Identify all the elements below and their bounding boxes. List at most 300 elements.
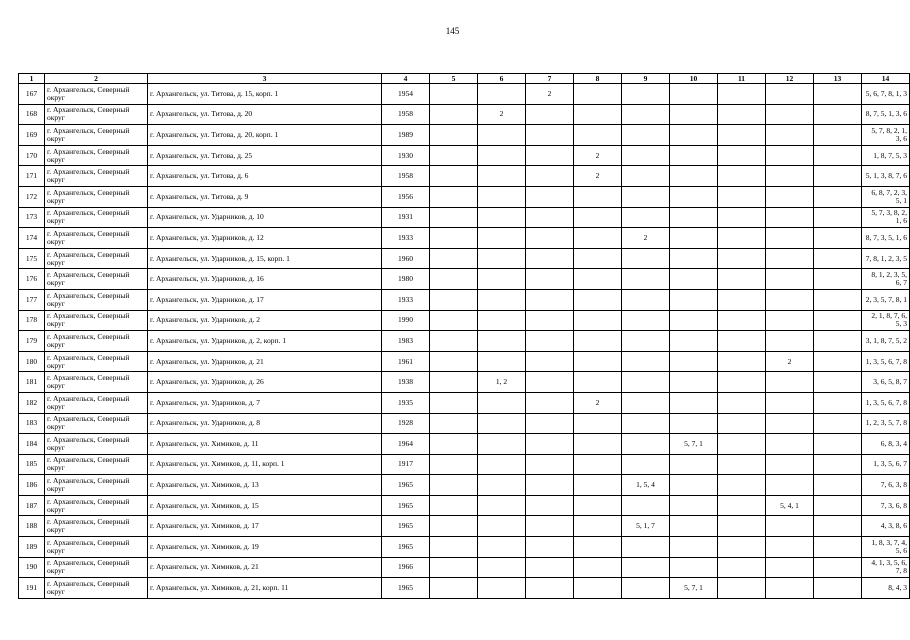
district-cell: г. Архангельск, Северный округ	[45, 186, 148, 207]
col12-cell	[766, 248, 814, 269]
col7-cell	[526, 269, 574, 290]
col5-cell	[430, 454, 478, 475]
year-cell: 1965	[382, 537, 430, 558]
address-cell: г. Архангельск, ул. Титова, д. 9	[148, 186, 382, 207]
row-number: 167	[19, 84, 45, 105]
column-header: 13	[814, 74, 862, 84]
year-cell: 1990	[382, 310, 430, 331]
col6-cell	[478, 207, 526, 228]
address-cell: г. Архангельск, ул. Ударников, д. 8	[148, 413, 382, 434]
col14-cell: 4, 1, 3, 5, 6, 7, 8	[862, 557, 910, 578]
col7-cell	[526, 104, 574, 125]
col5-cell	[430, 392, 478, 413]
col7-cell	[526, 207, 574, 228]
col9-cell	[622, 331, 670, 352]
table-row	[19, 475, 910, 496]
year-cell: 1935	[382, 392, 430, 413]
row-number: 185	[19, 454, 45, 475]
district-cell: г. Архангельск, Северный округ	[45, 578, 148, 599]
col10-cell	[670, 228, 718, 249]
col14-cell: 1, 3, 5, 6, 7	[862, 454, 910, 475]
col9-cell: 1, 5, 4	[622, 475, 670, 496]
col11-cell	[718, 537, 766, 558]
table-row	[19, 207, 910, 228]
year-cell: 1983	[382, 331, 430, 352]
col13-cell	[814, 84, 862, 105]
column-header: 12	[766, 74, 814, 84]
col5-cell	[430, 310, 478, 331]
col10-cell	[670, 392, 718, 413]
table-row	[19, 454, 910, 475]
col12-cell	[766, 392, 814, 413]
col7-cell	[526, 475, 574, 496]
col11-cell	[718, 84, 766, 105]
row-number: 178	[19, 310, 45, 331]
col12-cell	[766, 228, 814, 249]
address-cell: г. Архангельск, ул. Титова, д. 20	[148, 104, 382, 125]
row-number: 174	[19, 228, 45, 249]
col12-cell	[766, 578, 814, 599]
year-cell: 1933	[382, 289, 430, 310]
row-number: 169	[19, 125, 45, 146]
col12-cell	[766, 207, 814, 228]
col6-cell	[478, 331, 526, 352]
district-cell: г. Архангельск, Северный округ	[45, 248, 148, 269]
col10-cell	[670, 537, 718, 558]
col8-cell	[574, 186, 622, 207]
table-row	[19, 145, 910, 166]
address-cell: г. Архангельск, ул. Ударников, д. 2, корп. 1	[148, 331, 382, 352]
column-header: 5	[430, 74, 478, 84]
col11-cell	[718, 578, 766, 599]
col14-cell: 5, 7, 8, 2, 1, 3, 6	[862, 125, 910, 146]
col14-cell: 4, 3, 8, 6	[862, 516, 910, 537]
district-cell: г. Архангельск, Северный округ	[45, 392, 148, 413]
col5-cell	[430, 413, 478, 434]
col8-cell	[574, 248, 622, 269]
col11-cell	[718, 516, 766, 537]
row-number: 170	[19, 145, 45, 166]
col8-cell	[574, 372, 622, 393]
col10-cell: 5, 7, 1	[670, 434, 718, 455]
address-cell: г. Архангельск, ул. Химиков, д. 17	[148, 516, 382, 537]
col6-cell	[478, 351, 526, 372]
table-row	[19, 578, 910, 599]
col8-cell	[574, 331, 622, 352]
table-row	[19, 228, 910, 249]
table-row	[19, 166, 910, 187]
year-cell: 1965	[382, 495, 430, 516]
col12-cell	[766, 145, 814, 166]
table-row	[19, 557, 910, 578]
year-cell: 1930	[382, 145, 430, 166]
col5-cell	[430, 557, 478, 578]
col14-cell: 3, 1, 8, 7, 5, 2	[862, 331, 910, 352]
col9-cell: 5, 1, 7	[622, 516, 670, 537]
col13-cell	[814, 331, 862, 352]
address-cell: г. Архангельск, ул. Ударников, д. 26	[148, 372, 382, 393]
col13-cell	[814, 578, 862, 599]
col13-cell	[814, 495, 862, 516]
col12-cell	[766, 310, 814, 331]
year-cell: 1980	[382, 269, 430, 290]
col14-cell: 6, 8, 7, 2, 3, 5, 1	[862, 186, 910, 207]
district-cell: г. Архангельск, Северный округ	[45, 84, 148, 105]
district-cell: г. Архангельск, Северный округ	[45, 166, 148, 187]
col8-cell	[574, 413, 622, 434]
col6-cell	[478, 392, 526, 413]
col14-cell: 2, 3, 5, 7, 8, 1	[862, 289, 910, 310]
col12-cell	[766, 84, 814, 105]
col6-cell	[478, 269, 526, 290]
year-cell: 1965	[382, 475, 430, 496]
col11-cell	[718, 186, 766, 207]
address-cell: г. Архангельск, ул. Титова, д. 15, корп. 1	[148, 84, 382, 105]
col10-cell	[670, 104, 718, 125]
col12-cell	[766, 516, 814, 537]
col7-cell	[526, 557, 574, 578]
col13-cell	[814, 125, 862, 146]
district-cell: г. Архангельск, Северный округ	[45, 372, 148, 393]
col7-cell	[526, 537, 574, 558]
column-header: 1	[19, 74, 45, 84]
table-row	[19, 125, 910, 146]
col12-cell	[766, 331, 814, 352]
col7-cell	[526, 145, 574, 166]
col6-cell	[478, 475, 526, 496]
col5-cell	[430, 495, 478, 516]
col8-cell	[574, 495, 622, 516]
col11-cell	[718, 413, 766, 434]
address-cell: г. Архангельск, ул. Химиков, д. 21, корп. 11	[148, 578, 382, 599]
col6-cell: 2	[478, 104, 526, 125]
col7-cell	[526, 310, 574, 331]
col12-cell	[766, 269, 814, 290]
column-header: 2	[45, 74, 148, 84]
col14-cell: 5, 1, 3, 8, 7, 6	[862, 166, 910, 187]
col7-cell	[526, 248, 574, 269]
col11-cell	[718, 269, 766, 290]
col14-cell: 8, 1, 2, 3, 5, 6, 7	[862, 269, 910, 290]
year-cell: 1961	[382, 351, 430, 372]
col13-cell	[814, 289, 862, 310]
col8-cell	[574, 454, 622, 475]
col13-cell	[814, 310, 862, 331]
col7-cell	[526, 166, 574, 187]
col12-cell	[766, 557, 814, 578]
table-row	[19, 104, 910, 125]
col7-cell	[526, 125, 574, 146]
column-header: 3	[148, 74, 382, 84]
table-row	[19, 516, 910, 537]
address-cell: г. Архангельск, ул. Химиков, д. 11	[148, 434, 382, 455]
district-cell: г. Архангельск, Северный округ	[45, 454, 148, 475]
col13-cell	[814, 186, 862, 207]
col6-cell	[478, 228, 526, 249]
col14-cell: 1, 8, 7, 5, 3	[862, 145, 910, 166]
col7-cell	[526, 413, 574, 434]
table-row	[19, 331, 910, 352]
address-cell: г. Архангельск, ул. Химиков, д. 11, корп. 1	[148, 454, 382, 475]
row-number: 171	[19, 166, 45, 187]
col12-cell	[766, 372, 814, 393]
col8-cell: 2	[574, 145, 622, 166]
col14-cell: 8, 4, 3	[862, 578, 910, 599]
col6-cell	[478, 454, 526, 475]
address-cell: г. Архангельск, ул. Титова, д. 25	[148, 145, 382, 166]
col6-cell	[478, 125, 526, 146]
row-number: 182	[19, 392, 45, 413]
col10-cell	[670, 372, 718, 393]
col9-cell	[622, 413, 670, 434]
col13-cell	[814, 104, 862, 125]
col11-cell	[718, 310, 766, 331]
col9-cell	[622, 454, 670, 475]
col10-cell	[670, 289, 718, 310]
district-cell: г. Архангельск, Северный округ	[45, 228, 148, 249]
column-header: 10	[670, 74, 718, 84]
col11-cell	[718, 248, 766, 269]
table-row	[19, 186, 910, 207]
col9-cell	[622, 557, 670, 578]
col12-cell	[766, 434, 814, 455]
table-row	[19, 413, 910, 434]
col6-cell	[478, 166, 526, 187]
col9-cell	[622, 372, 670, 393]
col10-cell	[670, 413, 718, 434]
col9-cell	[622, 145, 670, 166]
col10-cell	[670, 516, 718, 537]
address-cell: г. Архангельск, ул. Ударников, д. 7	[148, 392, 382, 413]
column-header: 11	[718, 74, 766, 84]
col7-cell	[526, 434, 574, 455]
table-row	[19, 248, 910, 269]
col8-cell	[574, 351, 622, 372]
col10-cell	[670, 557, 718, 578]
row-number: 188	[19, 516, 45, 537]
col10-cell	[670, 207, 718, 228]
col11-cell	[718, 104, 766, 125]
col8-cell	[574, 269, 622, 290]
row-number: 187	[19, 495, 45, 516]
col9-cell	[622, 537, 670, 558]
col5-cell	[430, 537, 478, 558]
row-number: 184	[19, 434, 45, 455]
col6-cell	[478, 434, 526, 455]
col5-cell	[430, 248, 478, 269]
district-cell: г. Архангельск, Северный округ	[45, 104, 148, 125]
col9-cell	[622, 289, 670, 310]
col14-cell: 3, 6, 5, 8, 7	[862, 372, 910, 393]
table-row	[19, 310, 910, 331]
table-row	[19, 392, 910, 413]
col10-cell	[670, 475, 718, 496]
district-cell: г. Архангельск, Северный округ	[45, 331, 148, 352]
col5-cell	[430, 228, 478, 249]
col6-cell	[478, 516, 526, 537]
col12-cell	[766, 289, 814, 310]
col13-cell	[814, 269, 862, 290]
col7-cell	[526, 289, 574, 310]
col6-cell	[478, 413, 526, 434]
col8-cell: 2	[574, 392, 622, 413]
col10-cell	[670, 125, 718, 146]
col7-cell	[526, 578, 574, 599]
address-cell: г. Архангельск, ул. Химиков, д. 19	[148, 537, 382, 558]
col13-cell	[814, 207, 862, 228]
col12-cell	[766, 475, 814, 496]
col6-cell	[478, 84, 526, 105]
col9-cell	[622, 392, 670, 413]
col11-cell	[718, 495, 766, 516]
col13-cell	[814, 145, 862, 166]
col11-cell	[718, 228, 766, 249]
col13-cell	[814, 516, 862, 537]
col11-cell	[718, 557, 766, 578]
col13-cell	[814, 537, 862, 558]
col8-cell	[574, 578, 622, 599]
col7-cell	[526, 228, 574, 249]
col5-cell	[430, 351, 478, 372]
col8-cell	[574, 557, 622, 578]
col14-cell: 7, 3, 6, 8	[862, 495, 910, 516]
col5-cell	[430, 434, 478, 455]
col7-cell	[526, 392, 574, 413]
col6-cell	[478, 248, 526, 269]
col8-cell	[574, 475, 622, 496]
col14-cell: 5, 6, 7, 8, 1, 3	[862, 84, 910, 105]
col10-cell	[670, 310, 718, 331]
row-number: 168	[19, 104, 45, 125]
col8-cell	[574, 516, 622, 537]
col8-cell	[574, 310, 622, 331]
col5-cell	[430, 84, 478, 105]
year-cell: 1917	[382, 454, 430, 475]
column-header: 8	[574, 74, 622, 84]
address-cell: г. Архангельск, ул. Химиков, д. 15	[148, 495, 382, 516]
col11-cell	[718, 207, 766, 228]
year-cell: 1958	[382, 166, 430, 187]
col14-cell: 2, 1, 8, 7, 6, 5, 3	[862, 310, 910, 331]
col11-cell	[718, 372, 766, 393]
col5-cell	[430, 516, 478, 537]
col5-cell	[430, 372, 478, 393]
col10-cell	[670, 269, 718, 290]
col10-cell	[670, 186, 718, 207]
row-number: 190	[19, 557, 45, 578]
col8-cell	[574, 125, 622, 146]
col14-cell: 1, 8, 3, 7, 4, 5, 6	[862, 537, 910, 558]
column-header: 9	[622, 74, 670, 84]
col12-cell	[766, 413, 814, 434]
col7-cell	[526, 372, 574, 393]
buildings-table	[18, 73, 910, 599]
col14-cell: 6, 8, 3, 4	[862, 434, 910, 455]
col8-cell: 2	[574, 166, 622, 187]
row-number: 180	[19, 351, 45, 372]
year-cell: 1958	[382, 104, 430, 125]
year-cell: 1966	[382, 557, 430, 578]
col9-cell	[622, 495, 670, 516]
table-row	[19, 289, 910, 310]
col7-cell	[526, 495, 574, 516]
col9-cell	[622, 84, 670, 105]
year-cell: 1928	[382, 413, 430, 434]
col11-cell	[718, 289, 766, 310]
address-cell: г. Архангельск, ул. Ударников, д. 12	[148, 228, 382, 249]
col10-cell	[670, 248, 718, 269]
col13-cell	[814, 372, 862, 393]
col5-cell	[430, 145, 478, 166]
column-header: 7	[526, 74, 574, 84]
col13-cell	[814, 434, 862, 455]
col13-cell	[814, 351, 862, 372]
col13-cell	[814, 413, 862, 434]
row-number: 191	[19, 578, 45, 599]
district-cell: г. Архангельск, Северный округ	[45, 351, 148, 372]
col9-cell	[622, 434, 670, 455]
col7-cell	[526, 454, 574, 475]
col14-cell: 7, 6, 3, 8	[862, 475, 910, 496]
col10-cell	[670, 145, 718, 166]
col6-cell	[478, 186, 526, 207]
col10-cell	[670, 166, 718, 187]
col5-cell	[430, 289, 478, 310]
year-cell: 1938	[382, 372, 430, 393]
address-cell: г. Архангельск, ул. Ударников, д. 2	[148, 310, 382, 331]
district-cell: г. Архангельск, Северный округ	[45, 557, 148, 578]
row-number: 186	[19, 475, 45, 496]
col8-cell	[574, 207, 622, 228]
col10-cell	[670, 454, 718, 475]
year-cell: 1933	[382, 228, 430, 249]
col9-cell	[622, 125, 670, 146]
district-cell: г. Архангельск, Северный округ	[45, 537, 148, 558]
column-header: 14	[862, 74, 910, 84]
district-cell: г. Архангельск, Северный округ	[45, 207, 148, 228]
table-row	[19, 351, 910, 372]
col5-cell	[430, 186, 478, 207]
col14-cell: 7, 8, 1, 2, 3, 5	[862, 248, 910, 269]
col9-cell	[622, 166, 670, 187]
col14-cell: 8, 7, 3, 5, 1, 6	[862, 228, 910, 249]
col8-cell	[574, 289, 622, 310]
col9-cell	[622, 207, 670, 228]
col9-cell	[622, 578, 670, 599]
col6-cell	[478, 145, 526, 166]
col6-cell	[478, 537, 526, 558]
address-cell: г. Архангельск, ул. Химиков, д. 13	[148, 475, 382, 496]
district-cell: г. Архангельск, Северный округ	[45, 145, 148, 166]
column-header: 6	[478, 74, 526, 84]
col6-cell	[478, 310, 526, 331]
address-cell: г. Архангельск, ул. Титова, д. 6	[148, 166, 382, 187]
address-cell: г. Архангельск, ул. Ударников, д. 10	[148, 207, 382, 228]
col9-cell	[622, 269, 670, 290]
col11-cell	[718, 454, 766, 475]
col9-cell	[622, 186, 670, 207]
col10-cell	[670, 331, 718, 352]
col5-cell	[430, 125, 478, 146]
row-number: 177	[19, 289, 45, 310]
col10-cell	[670, 84, 718, 105]
district-cell: г. Архангельск, Северный округ	[45, 475, 148, 496]
col5-cell	[430, 166, 478, 187]
col14-cell: 5, 7, 3, 8, 2, 1, 6	[862, 207, 910, 228]
table-row	[19, 434, 910, 455]
district-cell: г. Архангельск, Северный округ	[45, 434, 148, 455]
col14-cell: 1, 3, 5, 6, 7, 8	[862, 351, 910, 372]
